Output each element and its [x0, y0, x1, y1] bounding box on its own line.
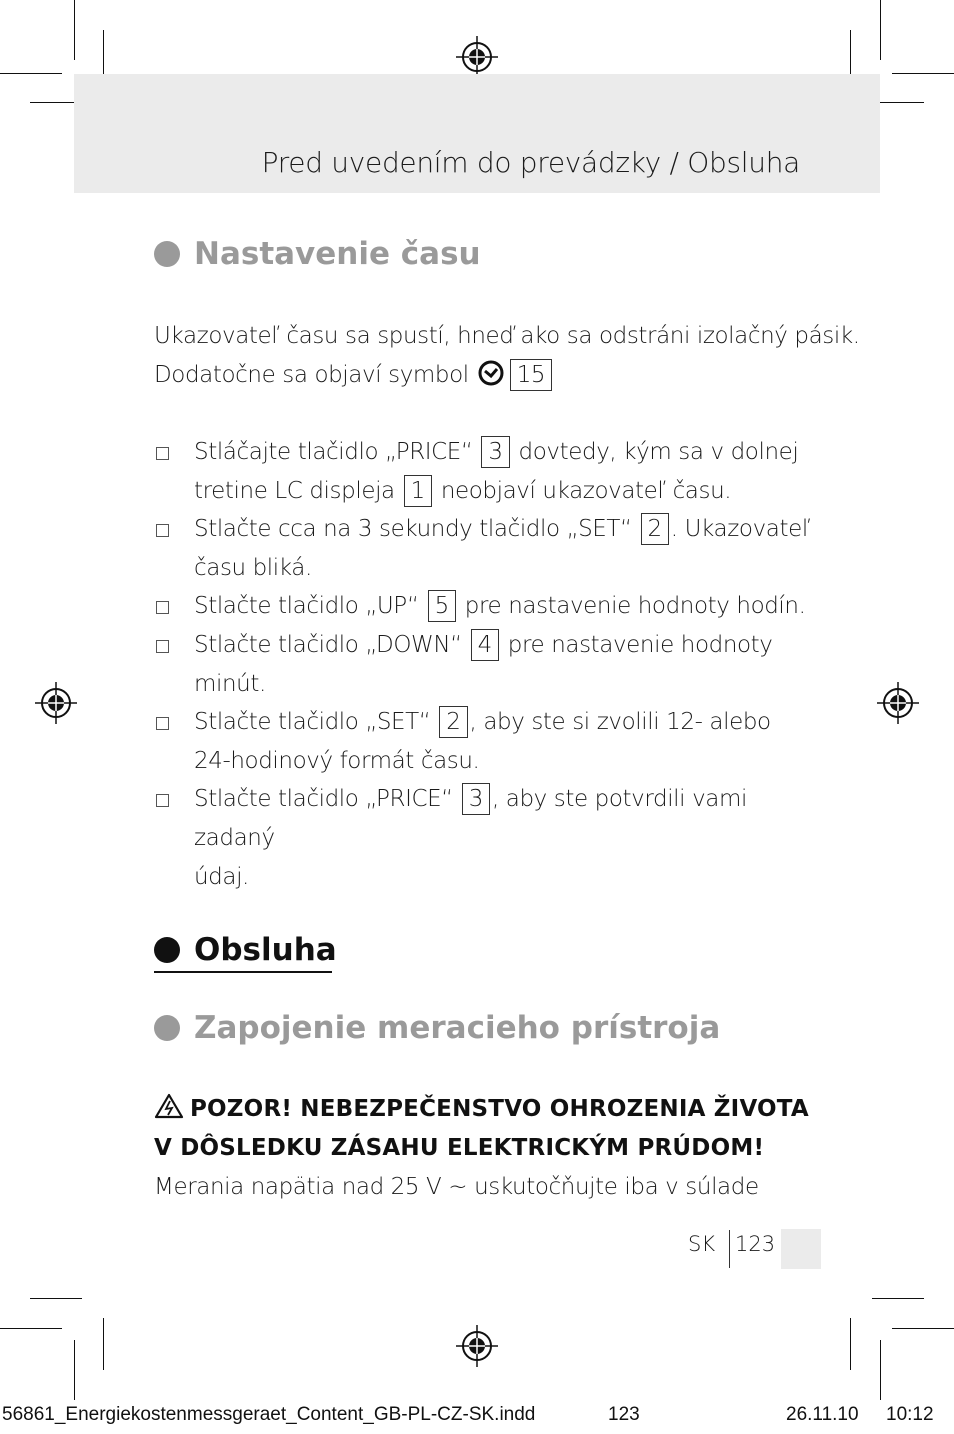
- checkbox-icon: [156, 524, 169, 537]
- ref-number: 2: [439, 706, 467, 738]
- step-text: dovtedy, kým sa v dolnej: [518, 439, 799, 465]
- footer-time: 10:12: [886, 1404, 934, 1425]
- ref-number: 3: [462, 783, 490, 815]
- checkbox-icon: [156, 601, 169, 614]
- step-text: . Ukazovateľ: [670, 516, 811, 543]
- step-text: Stláčajte tlačidlo „PRICE“: [194, 439, 473, 465]
- crop-mark: [74, 0, 75, 60]
- ref-number: 3: [481, 436, 509, 468]
- step-text: tretine LC displeja: [194, 477, 395, 504]
- intro-line: Ukazovateľ času sa spustí, hneď ako sa odstráni izolačný pásik.: [154, 323, 860, 349]
- step-text: minút.: [194, 670, 266, 697]
- list-item: [154, 626, 834, 703]
- footer-filename: 56861_Energiekostenmessgeraet_Content_GB-PL-CZ-SK.indd: [2, 1404, 536, 1425]
- ref-number: 4: [471, 629, 499, 661]
- section-heading-text: Obsluha: [194, 932, 337, 968]
- crop-mark: [103, 1318, 104, 1370]
- page-number-separator: [729, 1230, 730, 1268]
- registration-mark-icon: [456, 1325, 498, 1367]
- step-text: pre nastavenie hodnoty: [507, 631, 773, 658]
- step-text: Stlačte cca na 3 sekundy tlačidlo „SET“: [194, 516, 632, 543]
- ref-number: 2: [641, 513, 669, 545]
- intro-line-text: Dodatočne sa objaví symbol: [154, 362, 469, 388]
- step-text: pre nastavenie hodnoty hodín.: [464, 593, 806, 620]
- step-text: 24-hodinový formát času.: [194, 747, 480, 774]
- step-text: Stlačte tlačidlo „UP“: [194, 593, 419, 620]
- section-heading-time-setting: [154, 236, 481, 272]
- list-item: [154, 433, 834, 510]
- crop-mark: [872, 1298, 924, 1299]
- warning-line: V DÔSLEDKU ZÁSAHU ELEKTRICKÝM PRÚDOM!: [154, 1135, 765, 1161]
- step-text: Stlačte tlačidlo „SET“: [194, 709, 431, 736]
- body-paragraph: Merania napätia nad 25 V ~ uskutočňujte iba v súlade: [154, 1174, 759, 1200]
- ref-number: 5: [428, 590, 456, 622]
- step-text: neobjaví ukazovateľ času.: [440, 477, 732, 504]
- warning-block: [154, 1090, 809, 1168]
- page-header-title: Pred uvedením do prevádzky / Obsluha: [261, 146, 800, 179]
- step-text: , aby ste si zvolili 12- alebo: [469, 709, 771, 736]
- list-item: [154, 510, 834, 587]
- bullet-dot-icon: [154, 937, 180, 963]
- warning-text: POZOR! NEBEZPEČENSTVO OHROZENIA ŽIVOTA: [190, 1096, 809, 1122]
- warning-triangle-icon: [154, 1093, 184, 1119]
- bullet-dot-icon: [154, 241, 180, 267]
- section-heading-text: Zapojenie meracieho prístroja: [194, 1010, 721, 1046]
- intro-line: [154, 356, 860, 395]
- crop-mark: [74, 1340, 75, 1400]
- crop-mark: [880, 0, 881, 60]
- page-tab-marker: [781, 1229, 821, 1269]
- crop-mark: [892, 1328, 954, 1329]
- section-heading-connection: [154, 1010, 720, 1046]
- step-text: údaj.: [194, 863, 249, 890]
- step-text: času bliká.: [194, 554, 312, 581]
- crop-mark: [880, 1340, 881, 1400]
- registration-mark-icon: [35, 682, 77, 724]
- ref-number: 1: [404, 475, 432, 507]
- checkbox-icon: [156, 717, 169, 730]
- registration-mark-icon: [456, 36, 498, 78]
- crop-mark: [0, 1328, 62, 1329]
- crop-mark: [850, 1318, 851, 1370]
- list-item: [154, 703, 834, 780]
- step-text: , aby ste potvrdili vami zadaný: [194, 786, 747, 851]
- ref-number: 15: [510, 359, 552, 391]
- section-heading-operation: [154, 932, 337, 968]
- list-item: [154, 780, 834, 896]
- footer-file-page: 123: [608, 1404, 640, 1425]
- step-text: Stlačte tlačidlo „PRICE“: [194, 786, 453, 813]
- section-heading-text: Nastavenie času: [194, 236, 481, 272]
- step-list: [154, 433, 834, 896]
- bullet-dot-icon: [154, 1015, 180, 1041]
- page-language: SK: [688, 1232, 716, 1256]
- step-text: Stlačte tlačidlo „DOWN“: [194, 631, 462, 658]
- crop-mark: [30, 1298, 82, 1299]
- intro-paragraph: [154, 317, 860, 395]
- warning-line: [154, 1090, 809, 1129]
- checkbox-icon: [156, 640, 169, 653]
- list-item: [154, 587, 834, 626]
- footer-date: 26.11.10: [786, 1404, 859, 1425]
- crop-mark: [0, 73, 62, 74]
- registration-mark-icon: [877, 682, 919, 724]
- checkbox-icon: [156, 794, 169, 807]
- clock-icon: [478, 360, 504, 386]
- heading-underline: [154, 971, 332, 973]
- crop-mark: [892, 73, 954, 74]
- page-number: 123: [735, 1232, 776, 1256]
- checkbox-icon: [156, 447, 169, 460]
